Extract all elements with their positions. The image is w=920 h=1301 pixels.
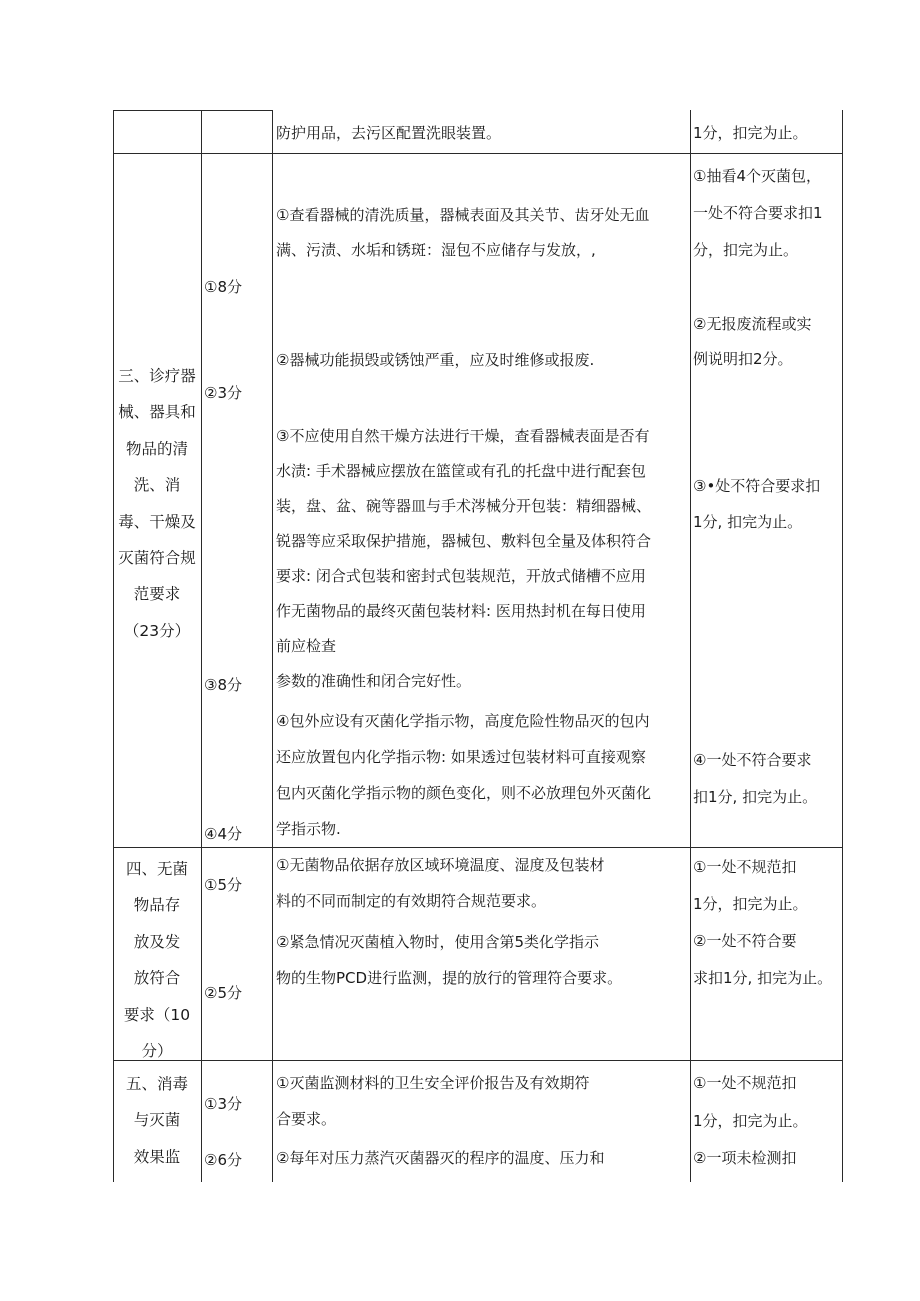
deduction-text: 分，扣完为止。: [693, 241, 799, 259]
deduction-text: ②一项未检测扣: [693, 1149, 797, 1167]
criteria-text: 锐器等应采取保护措施，器械包、敷料包全量及体积符合: [276, 532, 652, 550]
deduction-text: 例说明扣2分。: [693, 350, 793, 368]
points-value: ②6分: [204, 1151, 242, 1169]
criteria-text: 满、污渍、水垢和锈斑：湿包不应储存与发放，,: [276, 241, 596, 259]
points-value: ④4分: [204, 825, 242, 843]
criteria-text: 要求: 闭合式包装和密封式包装规范，开放式储槽不应用: [276, 567, 646, 585]
criteria-text: 防护用品，去污区配置洗眼装置。: [276, 124, 502, 142]
deduction-text: ②一处不符合要: [693, 932, 797, 950]
column-divider: [201, 110, 202, 1182]
category-line: 灭菌符合规: [118, 549, 196, 568]
deduction-text: 一处不符合要求扣1: [693, 204, 823, 222]
deduction-text: 求扣1分, 扣完为止。: [693, 969, 833, 987]
category-cell: [113, 358, 201, 649]
row-divider: [113, 847, 843, 848]
category-line: 分）: [141, 1042, 173, 1061]
category-line: 四、无菌: [125, 860, 188, 878]
points-value: ②5分: [204, 984, 242, 1002]
category-line: 五、消毒: [125, 1075, 188, 1093]
points-value: ②3分: [204, 384, 242, 402]
category-line: 洗、消: [133, 476, 181, 495]
criteria-text: 学指示物.: [276, 820, 341, 838]
category-line: 要求（10: [123, 1005, 191, 1024]
category-line: 范要求: [133, 585, 181, 604]
criteria-text: 前应检查: [276, 637, 337, 655]
category-line: 效果监: [133, 1147, 181, 1166]
category-line: 与灭菌: [133, 1111, 181, 1130]
deduction-text: ①一处不规范扣: [693, 1074, 797, 1092]
category-cell: [113, 851, 201, 1069]
criteria-text: ②器械功能损毁或锈蚀严重，应及时维修或报废.: [276, 351, 595, 369]
points-value: ①3分: [204, 1095, 242, 1113]
deduction-text: ①一处不规范扣: [693, 858, 797, 876]
points-value: ①5分: [204, 876, 242, 894]
category-line: （23分）: [123, 621, 191, 640]
deduction-text: 扣1分, 扣完为止。: [693, 788, 818, 806]
category-line: 毒、干燥及: [118, 512, 196, 531]
criteria-text: ①查看器械的清洗质量，器械表面及其关节、齿牙处无血: [276, 206, 650, 224]
criteria-text: ②紧急情况灭菌植入物时，使用含第5类化学指示: [276, 933, 599, 951]
category-line: 物品的清: [125, 439, 188, 458]
criteria-text: ②每年对压力蒸汽灭菌器灭的程序的温度、压力和: [276, 1149, 605, 1167]
deduction-text: ①抽看4个灭菌包，: [693, 167, 821, 185]
criteria-text: 物的生物PCD进行监测，提的放行的管理符合要求。: [276, 969, 623, 987]
deduction-text: 1分，扣完为止。: [693, 124, 808, 142]
category-line: 三、诊疗器: [118, 367, 196, 385]
criteria-text: ①灭菌监测材料的卫生安全评价报告及有效期符: [276, 1074, 590, 1092]
category-cell: [113, 1066, 201, 1175]
points-value: ①8分: [204, 278, 242, 296]
criteria-text: 装，盘、盆、碗等器皿与手术涔械分开包装：精细器械、: [276, 497, 652, 515]
table-right-border: [842, 110, 843, 1182]
row-divider: [113, 153, 843, 154]
category-line: 放符合: [133, 969, 181, 988]
criteria-text: 参数的准确性和闭合完好性。: [276, 672, 472, 690]
deduction-text: 1分, 扣完为止。: [693, 513, 803, 531]
criteria-text: 料的不同而制定的有效期符合规范要求。: [276, 892, 547, 910]
deduction-text: 1分，扣完为止。: [693, 1112, 808, 1130]
table-top-border: [113, 110, 272, 111]
category-line: 物品存: [133, 896, 181, 915]
criteria-text: 还应放置包内化学指示物: 如果透过包装材料可直接观察: [276, 748, 646, 766]
criteria-text: 水渍: 手术器械应摆放在篮筐或有孔的托盘中进行配套包: [276, 462, 646, 480]
category-line: 放及发: [133, 932, 181, 951]
category-line: 械、器具和: [118, 403, 196, 422]
deduction-text: 1分，扣完为止。: [693, 895, 808, 913]
deduction-text: ④一处不符合要求: [693, 751, 812, 769]
criteria-text: ①无菌物品依据存放区域环境温度、湿度及包装材: [276, 856, 605, 874]
criteria-text: ③不应使用自然干燥方法进行干燥，查看器械表面是否有: [276, 427, 650, 445]
column-divider: [690, 110, 691, 1182]
deduction-text: ②无报废流程或实: [693, 315, 812, 333]
criteria-text: 作无菌物品的最终灭菌包装材料: 医用热封机在每日使用: [276, 602, 646, 620]
criteria-text: 合要求。: [276, 1110, 337, 1128]
criteria-text: ④包外应设有灭菌化学指示物，高度危险性物品灭的包内: [276, 712, 650, 730]
deduction-text: ③•处不符合要求扣: [693, 477, 821, 495]
row-divider: [113, 1060, 843, 1061]
criteria-text: 包内灭菌化学指示物的颜色变化，则不必放理包外灭菌化: [276, 784, 652, 802]
points-value: ③8分: [204, 676, 242, 694]
column-divider: [272, 110, 273, 1182]
